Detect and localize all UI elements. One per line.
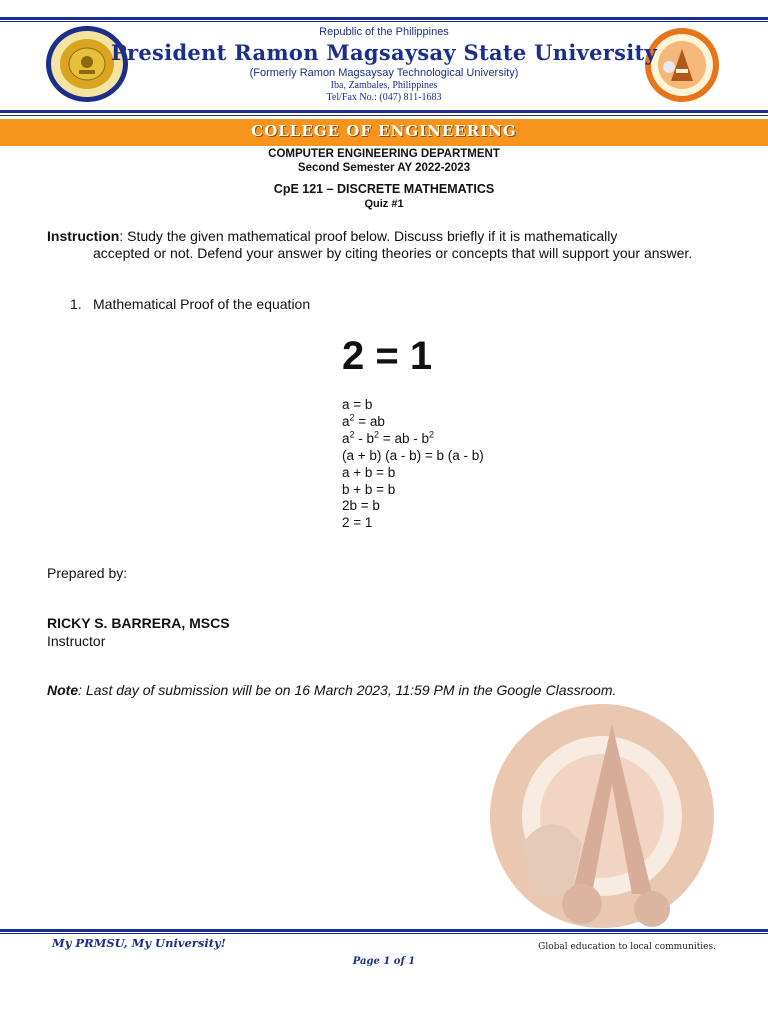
quiz-label: Quiz #1	[364, 198, 404, 210]
proof-step: $a^2 - b^2$ = ab - $b^2$	[342, 429, 434, 446]
proof-step: (a + b) (a - b) = b (a - b)	[342, 447, 484, 463]
main-equation: 2 = 1	[342, 334, 433, 378]
college-watermark	[462, 694, 744, 934]
footer-motto: My PRMSU, My University!	[52, 936, 226, 950]
proof-steps	[342, 397, 484, 532]
footer-rule	[0, 929, 768, 932]
note-text: : Last day of submission will be on 16 March 2023, 11:59 PM in the Google Classroom.	[78, 682, 617, 698]
page-number: Page 1 of 1	[352, 956, 416, 967]
proof-step: b + b = b	[342, 481, 396, 497]
instruction-paragraph	[47, 228, 721, 262]
proof-step: 2 = 1	[342, 515, 373, 531]
list-item	[70, 296, 310, 312]
instructor-name: RICKY S. BARRERA, MSCS	[47, 615, 230, 631]
proof-step: a = b	[342, 397, 373, 412]
prepared-by-label: Prepared by:	[47, 565, 128, 581]
proof-step: a + b = b	[342, 464, 396, 480]
department-name: COMPUTER ENGINEERING DEPARTMENT	[268, 148, 500, 160]
university-former-name: (Formerly Ramon Magsaysay Technological University)	[249, 67, 519, 79]
item-text: Mathematical Proof of the equation	[93, 296, 311, 312]
top-rule	[0, 17, 768, 20]
proof-step: $a^2$ = ab	[342, 412, 385, 429]
item-number: 1.	[70, 296, 82, 312]
instructor-role: Instructor	[47, 633, 106, 649]
department-block	[0, 147, 768, 175]
semester: Second Semester AY 2022-2023	[297, 162, 471, 174]
course-title: CpE 121 – DISCRETE MATHEMATICS	[273, 182, 495, 196]
instruction-label: Instruction	[47, 228, 120, 244]
proof-step: 2b = b	[342, 498, 380, 514]
header-divider-thin	[0, 115, 768, 116]
address-block	[0, 80, 768, 104]
header-divider	[0, 110, 768, 113]
location: Iba, Zambales, Philippines	[330, 80, 438, 91]
college-banner-title: COLLEGE OF ENGINEERING	[251, 122, 517, 140]
instruction-text-first: : Study the given mathematical proof below. Discuss briefly if it is mathematically	[119, 228, 618, 244]
footer-tagline: Global education to local communities.	[538, 942, 716, 952]
instruction-text-rest: accepted or not. Defend your answer by citing theories or concepts that will support your answer.	[93, 245, 693, 261]
republic-heading: Republic of the Philippines	[319, 26, 449, 38]
note-label: Note	[47, 682, 79, 698]
university-name: President Ramon Magsaysay State University	[110, 40, 658, 65]
top-rule-thin	[0, 21, 768, 22]
footer-rule-thin	[0, 933, 768, 934]
telfax: Tel/Fax No.: (047) 811-1683	[326, 92, 442, 103]
